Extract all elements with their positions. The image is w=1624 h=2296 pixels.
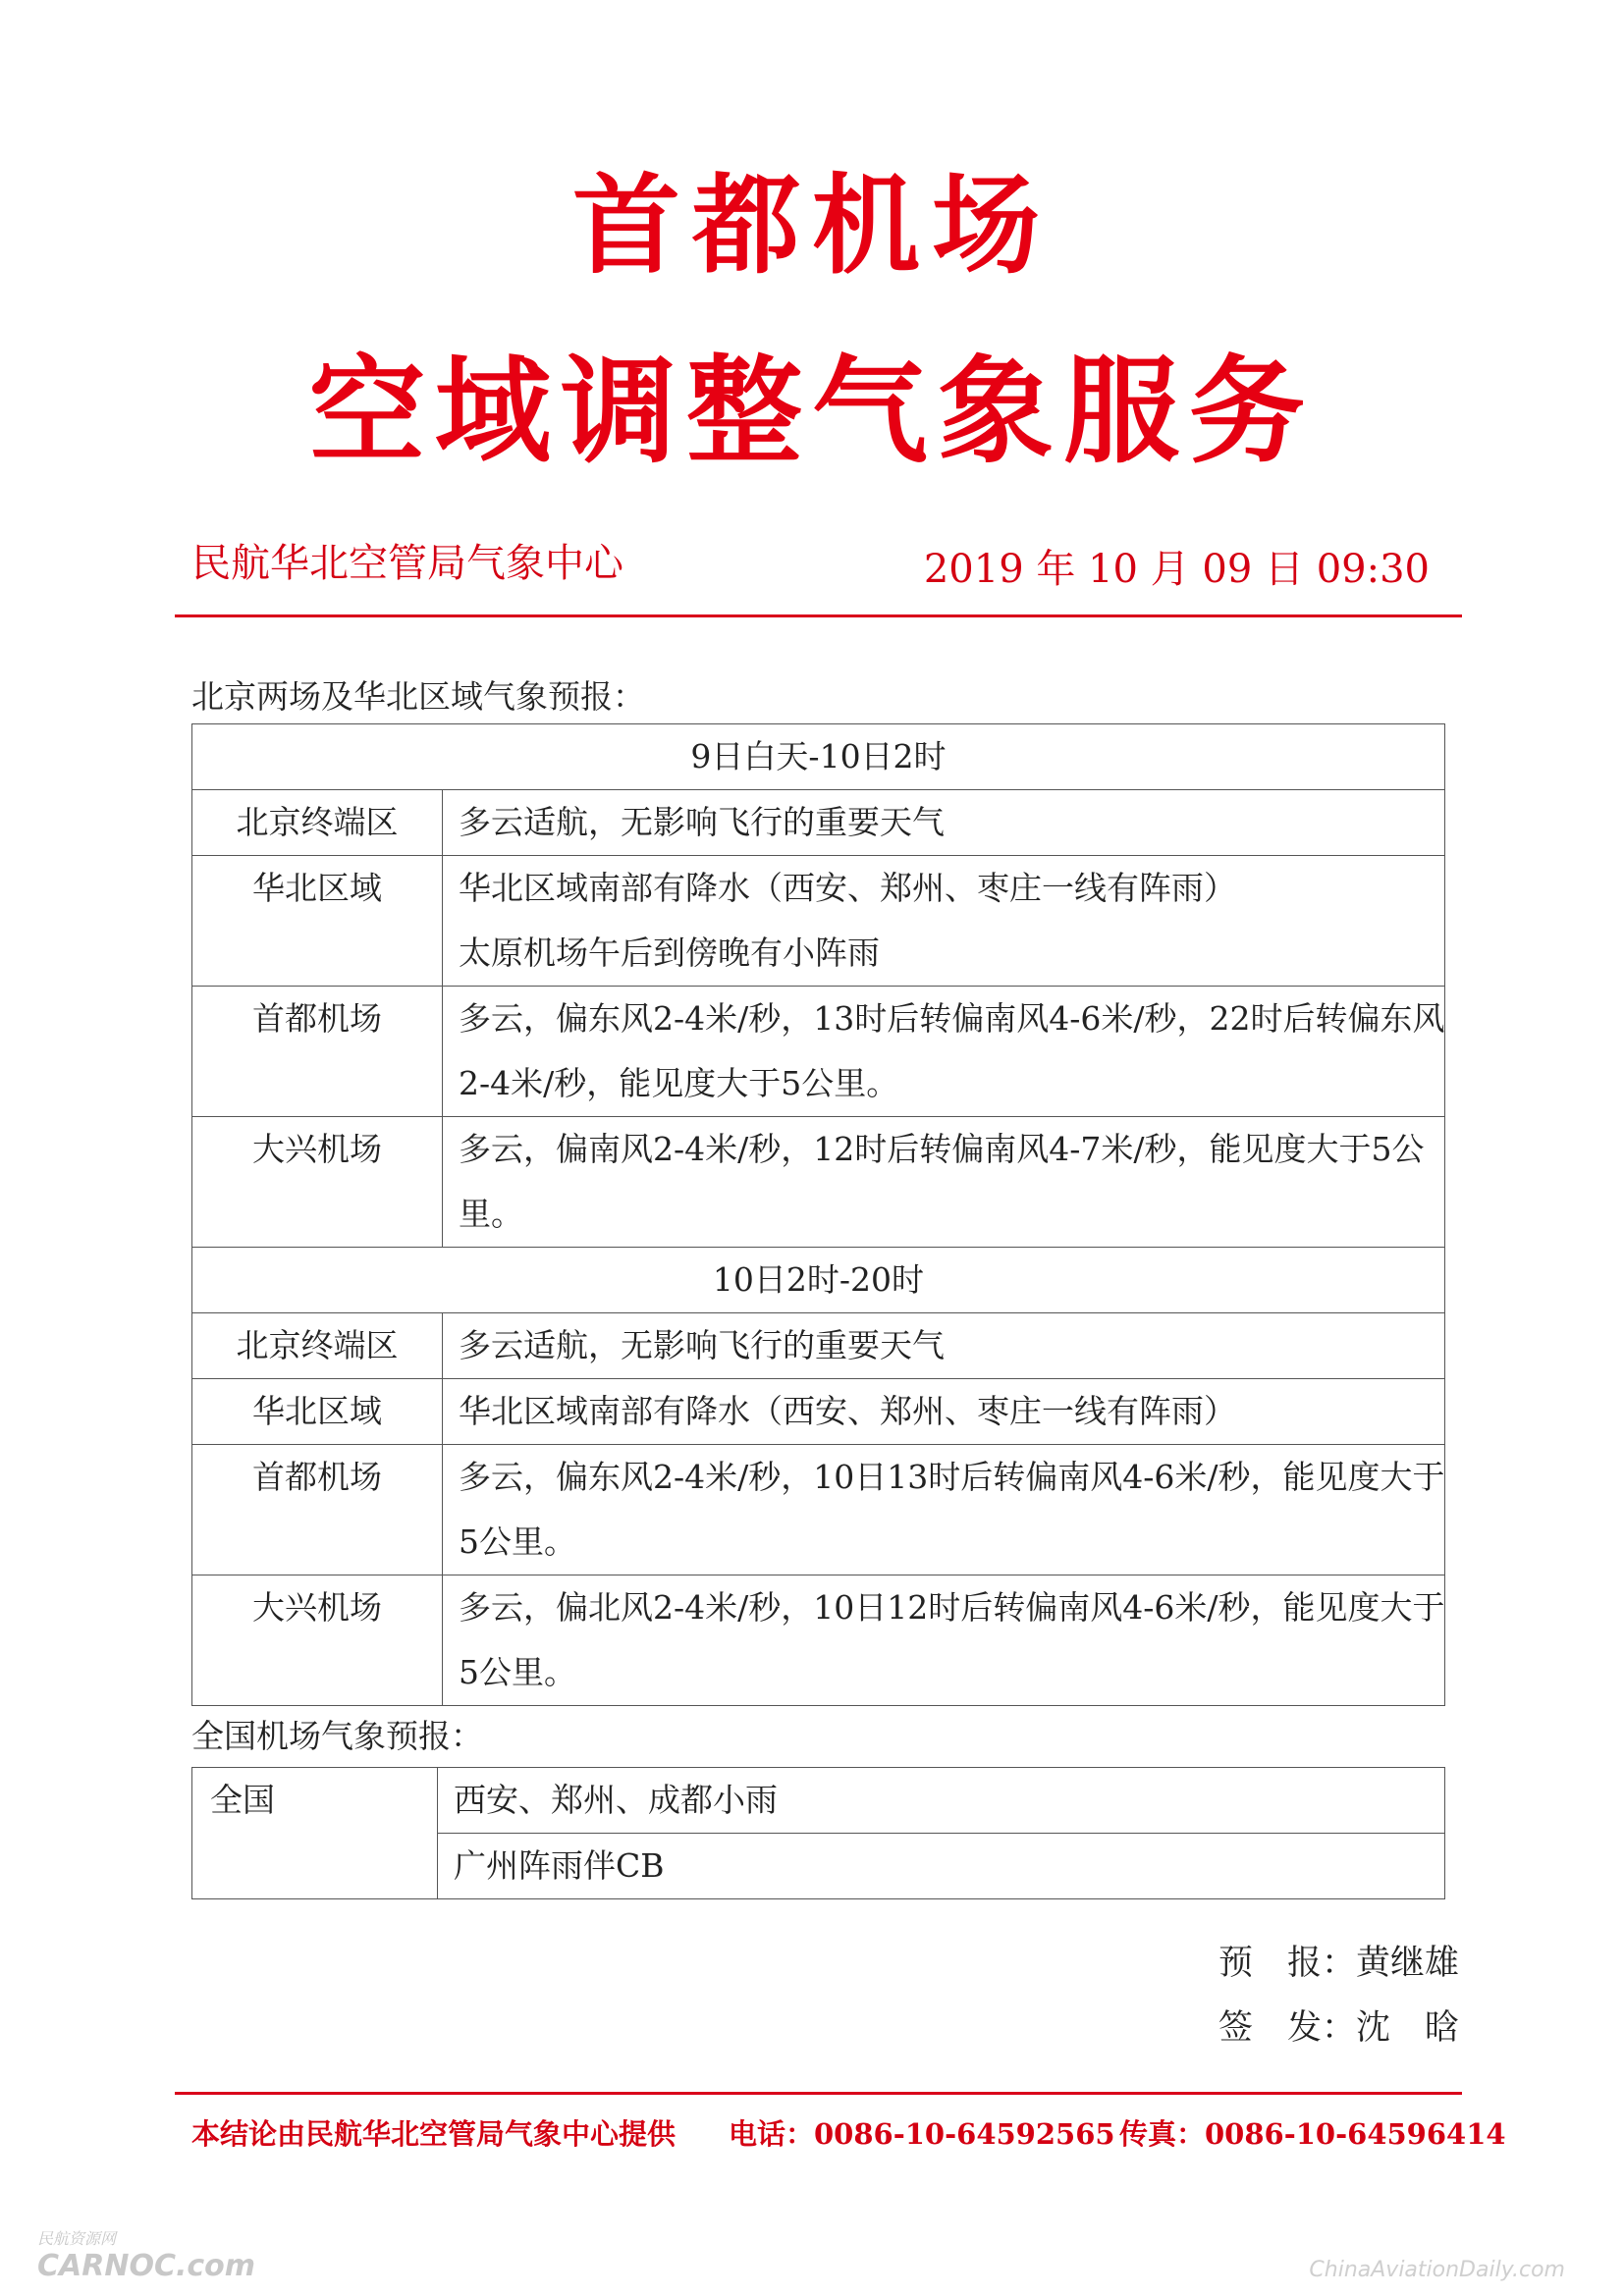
forecast-line: 华北区域南部有降水（西安、郑州、枣庄一线有阵雨）: [459, 1392, 1236, 1430]
forecast-cell: [443, 790, 1445, 856]
regional-forecast-table: [191, 723, 1445, 1706]
issuer-signature: 签 发：沈 晗: [1218, 2008, 1459, 2048]
table-row: [192, 1379, 1445, 1445]
table-row: [192, 1575, 1445, 1706]
forecast-line: 华北区域南部有降水（西安、郑州、枣庄一线有阵雨）: [459, 869, 1236, 907]
table-row: [192, 856, 1445, 987]
section1-label: 北京两场及华北区域气象预报：: [191, 677, 645, 716]
forecast-cell: [443, 1445, 1445, 1575]
issuer-name: 民航华北空管局气象中心: [191, 541, 623, 586]
region-cell: 北京终端区: [192, 1313, 443, 1379]
forecast-cell: [443, 856, 1445, 987]
region-cell: 华北区域: [192, 856, 443, 987]
forecast-cell: 广州阵雨伴CB: [438, 1834, 1445, 1899]
region-cell: 首都机场: [192, 987, 443, 1117]
region-cell: 北京终端区: [192, 790, 443, 856]
footer-phone: 电话：0086-10-64592565: [729, 2117, 1115, 2151]
forecast-line: 多云，偏北风2-4米/秒，10日12时后转偏南风4-6米/秒，能见度大于: [459, 1588, 1445, 1627]
footer-divider: [175, 2092, 1462, 2095]
table-row: [192, 1117, 1445, 1248]
watermark-right: ChinaAviationDaily.com: [1309, 2258, 1565, 2282]
forecast-cell: [443, 1575, 1445, 1706]
forecast-cell: [443, 1117, 1445, 1248]
forecast-cell: [443, 1379, 1445, 1445]
period-title: 9日白天-10日2时: [192, 724, 1445, 790]
table-row: [192, 1768, 1445, 1834]
forecast-line: 5公里。: [459, 1522, 576, 1561]
watermark-left-small: 民航资源网: [37, 2229, 117, 2248]
forecast-cell: [443, 987, 1445, 1117]
forecast-cell: 西安、郑州、成都小雨: [438, 1768, 1445, 1834]
forecast-line: 太原机场午后到傍晚有小阵雨: [459, 934, 880, 972]
region-cell: 华北区域: [192, 1379, 443, 1445]
forecast-line: 多云适航，无影响飞行的重要天气: [459, 1326, 945, 1364]
region-cell: 大兴机场: [192, 1117, 443, 1248]
table-row: [192, 987, 1445, 1117]
region-cell: 大兴机场: [192, 1575, 443, 1706]
period-row: [192, 1248, 1445, 1313]
header-divider: [175, 614, 1462, 617]
issue-datetime: 2019 年 10 月 09 日 09:30: [923, 547, 1430, 592]
section2-label: 全国机场气象预报：: [191, 1717, 483, 1755]
national-forecast-table: [191, 1767, 1445, 1899]
forecast-line: 多云，偏东风2-4米/秒，10日13时后转偏南风4-6米/秒，能见度大于: [459, 1458, 1445, 1496]
footer-fax: 传真：0086-10-64596414: [1119, 2117, 1506, 2151]
title-line-1: 首都机场: [572, 162, 1052, 289]
watermark-left: [37, 2226, 255, 2283]
forecast-line: 5公里。: [459, 1653, 576, 1691]
title-line-2: 空域调整气象服务: [308, 343, 1315, 479]
period-title: 10日2时-20时: [192, 1248, 1445, 1313]
forecaster-signature: 预 报：黄继雄: [1218, 1944, 1459, 1983]
forecast-line: 里。: [459, 1195, 523, 1233]
table-row: [192, 1445, 1445, 1575]
period-row: [192, 724, 1445, 790]
forecast-line: 多云适航，无影响飞行的重要天气: [459, 803, 945, 841]
forecast-line: 多云，偏东风2-4米/秒，13时后转偏南风4-6米/秒，22时后转偏东风: [459, 999, 1445, 1038]
scope-cell: 全国: [192, 1768, 438, 1899]
region-cell: 首都机场: [192, 1445, 443, 1575]
forecast-line: 多云，偏南风2-4米/秒，12时后转偏南风4-7米/秒，能见度大于5公: [459, 1130, 1425, 1168]
watermark-left-logo: CARNOC.com: [37, 2249, 256, 2283]
forecast-line: 2-4米/秒，能见度大于5公里。: [459, 1064, 899, 1102]
footer-provider: 本结论由民航华北空管局气象中心提供: [191, 2117, 677, 2151]
table-row: [192, 790, 1445, 856]
forecast-cell: [443, 1313, 1445, 1379]
table-row: [192, 1313, 1445, 1379]
